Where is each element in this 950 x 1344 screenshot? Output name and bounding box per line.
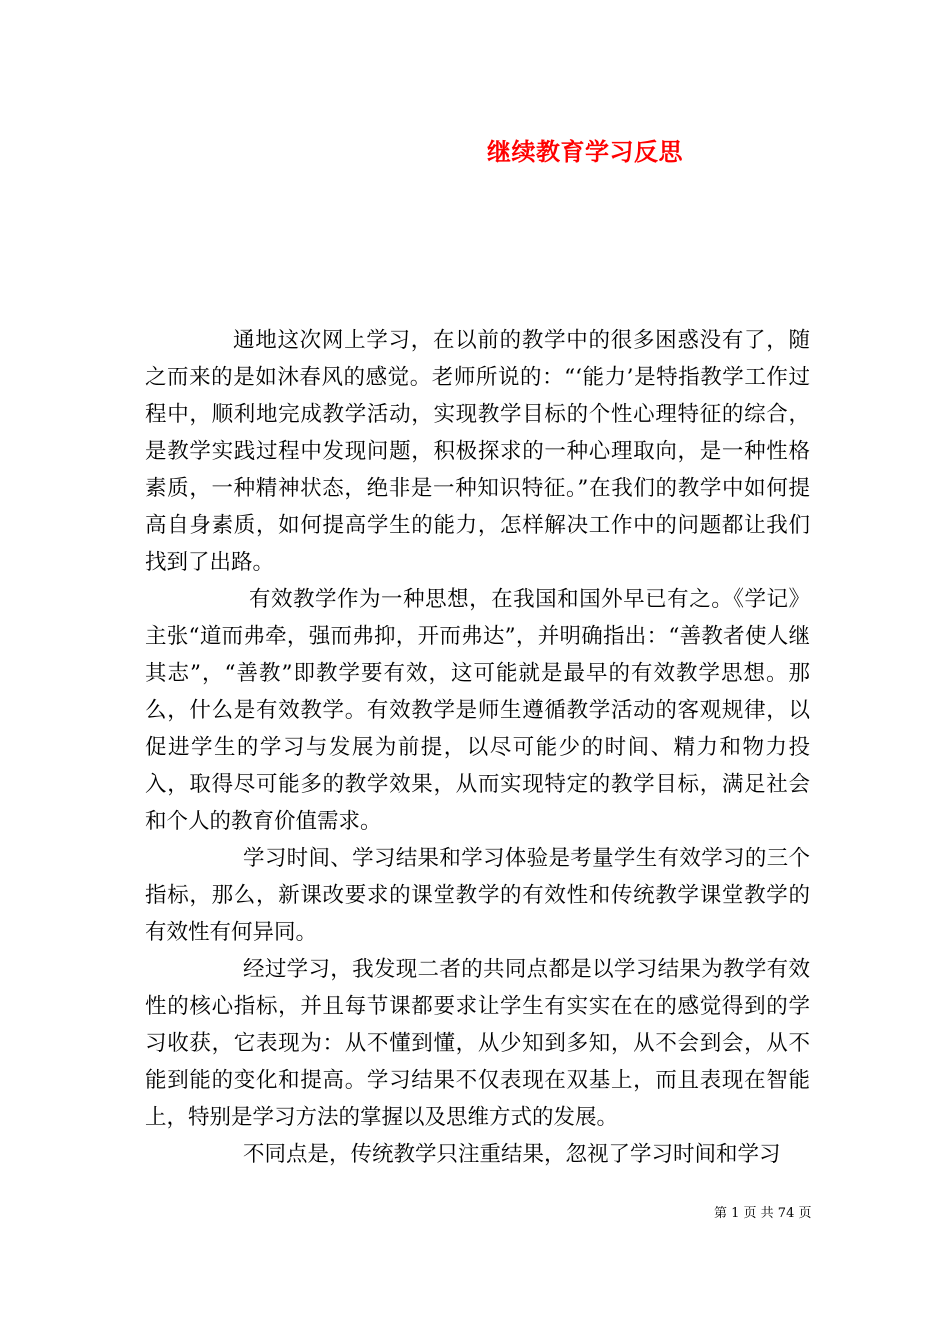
- paragraph-2: 有效教学作为一种思想，在我国和国外早已有之。《学记》主张“道而弗牵，强而弗抑，开而弗达”，并明确指出：“善教者使人继其志”，“善教”即教学要有效，这可能就是最早的有效教学思想。那么，什么是有效教学。有效教学是师生遵循教学活动的客观规律，以促进学生的学习与发展为前提，以尽可能少的时间、精力和物力投入，取得尽可能多的教学效果，从而实现特定的教学目标，满足社会和个人的教育价值需求。: [145, 587, 810, 834]
- page-number-footer: 第 1 页 共 74 页: [714, 1206, 812, 1221]
- paragraph-4: 经过学习，我发现二者的共同点都是以学习结果为教学有效性的核心指标，并且每节课都要求让学生有实实在在的感觉得到的学习收获，它表现为：从不懂到懂，从少知到多知，从不会到会，从不能到能的变化和提高。学习结果不仅表现在双基上，而且表现在智能上，特别是学习方法的掌握以及思维方式的发展。: [145, 957, 810, 1130]
- paragraph-5: 不同点是，传统教学只注重结果，忽视了学习时间和学习: [243, 1142, 781, 1167]
- paragraph-3: 学习时间、学习结果和学习体验是考量学生有效学习的三个指标，那么，新课改要求的课堂教学的有效性和传统教学课堂教学的有效性有何异同。: [145, 846, 810, 945]
- document-title: 继续教育学习反思: [487, 137, 683, 166]
- document-body: [145, 322, 810, 1173]
- paragraph-1: 通地这次网上学习，在以前的教学中的很多困惑没有了，随之而来的是如沐春风的感觉。老师所说的：“‘能力’是特指教学工作过程中，顺利地完成教学活动，实现教学目标的个性心理特征的综合，是教学实践过程中发现问题，积极探求的一种心理取向，是一种性格素质，一种精神状态，绝非是一种知识特征。”在我们的教学中如何提高自身素质，如何提高学生的能力，怎样解决工作中的问题都让我们找到了出路。: [145, 328, 810, 575]
